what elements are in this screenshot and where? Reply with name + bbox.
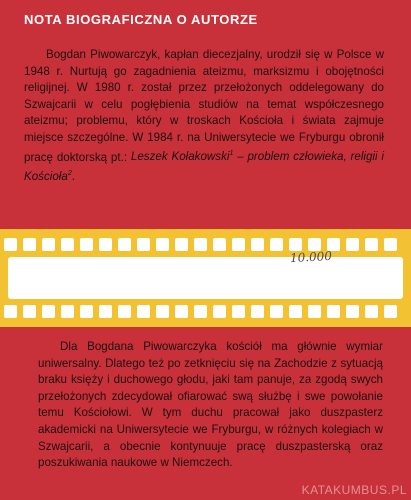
film-perforation-hole [61, 238, 74, 251]
film-perforation-hole [80, 238, 93, 251]
footnote-marker-2: 2 [67, 170, 72, 178]
film-perforation-hole [251, 305, 264, 318]
film-perforation-hole [137, 305, 150, 318]
film-perforation-hole [232, 238, 245, 251]
film-perforation-hole [42, 305, 55, 318]
film-frame [8, 257, 403, 299]
film-perforation-hole [156, 305, 169, 318]
film-perforation-hole [365, 305, 378, 318]
film-perforation-hole [4, 238, 17, 251]
film-perforation-hole [23, 305, 36, 318]
handwritten-price-note: 10.000 [289, 248, 333, 266]
film-perforation-hole [137, 238, 150, 251]
watermark: KATAKUMBUS.PL [301, 483, 407, 497]
film-perforations-top [0, 238, 411, 251]
film-perforation-hole [327, 305, 340, 318]
film-perforation-hole [4, 305, 17, 318]
film-perforation-hole [270, 238, 283, 251]
film-perforation-hole [365, 238, 378, 251]
film-perforation-hole [346, 305, 359, 318]
film-perforation-hole [213, 238, 226, 251]
film-perforations-bottom [0, 305, 411, 318]
film-perforation-hole [156, 238, 169, 251]
film-perforation-hole [118, 305, 131, 318]
footnote-marker-1: 1 [229, 150, 234, 158]
film-perforation-hole [270, 305, 283, 318]
thesis-title-part-1: Leszek Kołakowski [130, 150, 230, 164]
film-perforation-hole [251, 238, 264, 251]
film-perforation-hole [175, 238, 188, 251]
film-perforation-hole [23, 238, 36, 251]
film-perforation-hole [213, 305, 226, 318]
film-perforation-hole [194, 305, 207, 318]
film-perforation-hole [99, 305, 112, 318]
film-perforation-hole [308, 305, 321, 318]
film-perforation-hole [175, 305, 188, 318]
film-perforation-hole [194, 238, 207, 251]
thesis-title-part-2: – problem człowieka, religii i Kościoła [24, 150, 384, 183]
film-perforation-hole [61, 305, 74, 318]
film-perforation-hole [289, 305, 302, 318]
film-perforation-hole [346, 238, 359, 251]
film-perforation-hole [42, 238, 55, 251]
biography-paragraph-1 [24, 47, 384, 185]
film-perforation-hole [384, 238, 397, 251]
bio-end: . [71, 169, 75, 183]
film-perforation-hole [289, 238, 302, 251]
film-perforation-hole [99, 238, 112, 251]
film-perforation-hole [118, 238, 131, 251]
film-perforation-hole [80, 305, 93, 318]
film-perforation-hole [384, 305, 397, 318]
biography-paragraph-2: Dla Bogdana Piwowarczyka kościół ma głównie wymiar uniwersalny. Dlatego też po zetknięciu się na Zachodzie z sytuacją braku księży i duchowego głodu, jaki tam panuje, za zgodą swych przełożonych zdecydował ofiarować swą służbę i swe powołanie temu Kościołowi. W tym duchu pracował jako duszpasterz akademicki na Uniwersytecie we Fryburgu, w różnych kolegiach w Szwajcarii, a obecnie kontynuuje pracę duszpasterską oraz poszukiwania naukowe w Niemczech. [38, 340, 383, 470]
section-heading: NOTA BIOGRAFICZNA O AUTORZE [24, 12, 258, 27]
film-perforation-hole [232, 305, 245, 318]
bio-text: Bogdan Piwowarczyk, kapłan diecezjalny, urodził się w Polsce w 1948 r. Nurtują go zagadnienia ateizmu, marksizmu i obojętności religijnej. W 1980 r. został przez przełożonych oddelegowany do Szwajcarii w celu pogłębienia studiów na temat współczesnego ateizmu; problemu, który w troskach Kościoła i świata zajmuje miejsce szczególne. W 1984 r. na Uniwersytecie we Fryburgu obronił pracę doktorską pt.: [24, 48, 384, 164]
